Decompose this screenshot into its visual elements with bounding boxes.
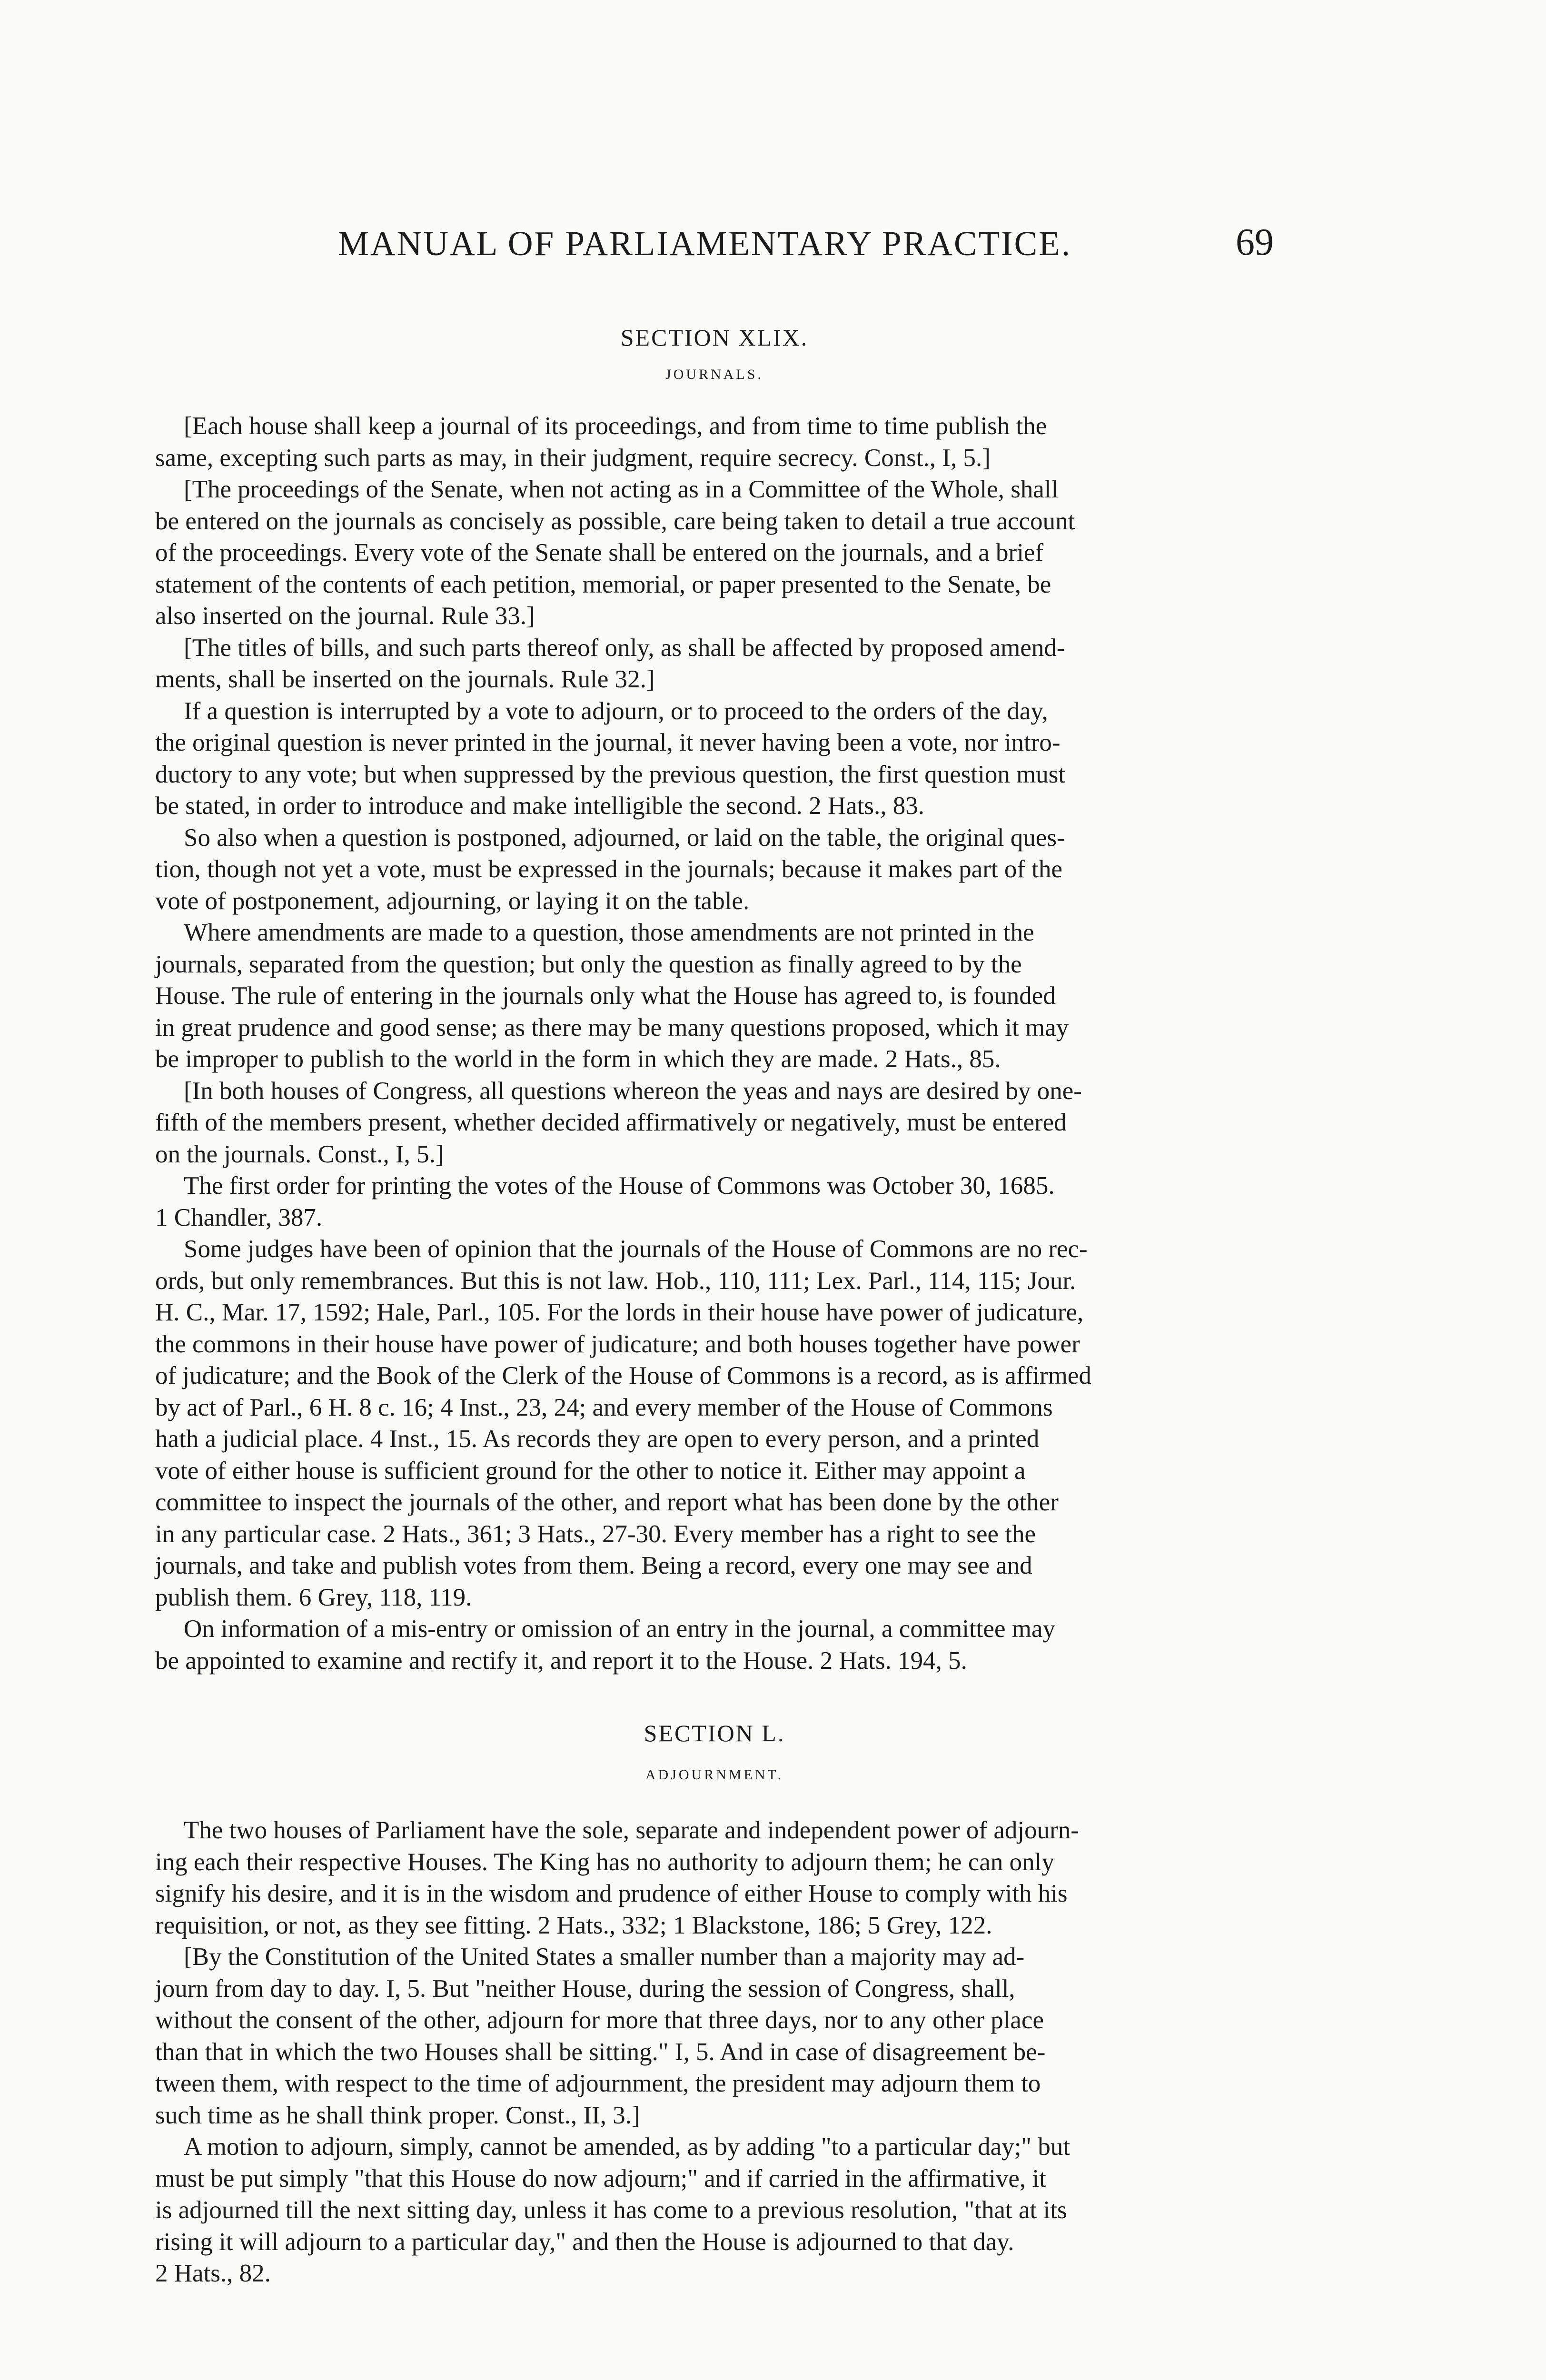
section-subheading: JOURNALS. xyxy=(665,367,763,382)
paragraph: [Each house shall keep a journal of its proceedings, and from time to time publish the same, excepting such parts as may, in their judgment, require secrecy. Const., I, 5.] xyxy=(155,412,1047,472)
paragraph: [By the Constitution of the United States a smaller number than a majority may ad- journ from day to day. I, 5. But "neither House, during the session of Congress, shall, without the consent of the other, adjourn for more that three days, nor to any other place than that in which the two Houses shall be sitting." I, 5. And in case of disagreement be- tween them, with respect to the time of adjournment, the president may adjourn them to such time as he shall think proper. Const., II, 3.] xyxy=(155,1943,1046,2129)
paragraph: On information of a mis-entry or omission of an entry in the journal, a committee may be appointed to examine and rectify it, and report it to the House. 2 Hats. 194, 5. xyxy=(155,1615,1056,1675)
running-title: MANUAL OF PARLIAMENTARY PRACTICE. xyxy=(338,224,1072,263)
paragraph: If a question is interrupted by a vote to adjourn, or to proceed to the orders of the day, the original question is never printed in the journal, it never having been a vote, nor intro- ductory to any vote; but when suppressed by the previous question, the first question must be stated, in order to introduce and make intelligible the second. 2 Hats., 83. xyxy=(155,697,1066,820)
running-head xyxy=(155,221,1274,267)
paragraph: The first order for printing the votes of the House of Commons was October 30, 1685. 1 Chandler, 387. xyxy=(155,1172,1055,1231)
paragraph: Some judges have been of opinion that the journals of the House of Commons are no rec- ords, but only remembrances. But this is not law. Hob., 110, 111; Lex. Parl., 114, 115; Jour. H. C., Mar. 17, 1592; Hale, Parl., 105. For the lords in their house have power of judicature, the commons in their house have power of judicature; and both houses together have power of judicature; and the Book of the Clerk of the House of Commons is a record, as is affirmed by act of Parl., 6 H. 8 c. 16; 4 Inst., 23, 24; and every member of the House of Commons hath a judicial place. 4 Inst., 15. As records they are open to every person, and a printed vote of either house is sufficient ground for the other to notice it. Either may appoint a committee to inspect the journals of the other, and report what has been done by the other in any particular case. 2 Hats., 361; 3 Hats., 27-30. Every member has a right to see the journals, and take and publish votes from them. Being a record, every one may see and publish them. 6 Grey, 118, 119. xyxy=(155,1235,1091,1611)
paragraph: Where amendments are made to a question, those amendments are not printed in the journals, separated from the question; but only the question as finally agreed to by the House. The rule of entering in the journals only what the House has agreed to, is founded in great prudence and good sense; as there may be many questions proposed, which it may be improper to publish to the world in the form in which they are made. 2 Hats., 85. xyxy=(155,919,1069,1073)
paragraph: [In both houses of Congress, all questions whereon the yeas and nays are desired by one- fifth of the members present, whether decided affirmatively or negatively, must be entered on the journals. Const., I, 5.] xyxy=(155,1077,1082,1168)
paragraph: So also when a question is postponed, adjourned, or laid on the table, the original ques- tion, though not yet a vote, must be expressed in the journals; because it makes part of the vote of postponement, adjourning, or laying it on the table. xyxy=(155,823,1065,915)
paragraph: [The titles of bills, and such parts thereof only, as shall be affected by proposed amend- ments, shall be inserted on the journals. Rule 32.] xyxy=(155,634,1065,693)
section-heading: SECTION XLIX. xyxy=(620,324,809,351)
section-body xyxy=(155,1815,1274,2290)
paragraph: [The proceedings of the Senate, when not acting as in a Committee of the Whole, shall be entered on the journals as concisely as possible, care being taken to detail a true account of the proceedings. Every vote of the Senate shall be entered on the journals, and a brief statement of the contents of each petition, memorial, or paper presented to the Senate, be also inserted on the journal. Rule 33.] xyxy=(155,476,1075,630)
section-heading: SECTION L. xyxy=(644,1720,785,1746)
page-number: 69 xyxy=(1236,221,1274,263)
paragraph: The two houses of Parliament have the sole, separate and independent power of adjourn- ing each their respective Houses. The King has no authority to adjourn them; he can only signify his desire, and it is in the wisdom and prudence of either House to comply with his requisition, or not, as they see fitting. 2 Hats., 332; 1 Blackstone, 186; 5 Grey, 122. xyxy=(155,1816,1079,1939)
section-subheading: ADJOURNMENT. xyxy=(645,1767,784,1783)
section-body xyxy=(155,410,1274,1676)
paragraph: A motion to adjourn, simply, cannot be amended, as by adding "to a particular day;" but must be put simply "that this House do now adjourn;" and if carried in the affirmative, it is adjourned till the next sitting day, unless it has come to a previous resolution, "that at its rising it will adjourn to a particular day," and then the House is adjourned to that day. 2 Hats., 82. xyxy=(155,2133,1070,2287)
